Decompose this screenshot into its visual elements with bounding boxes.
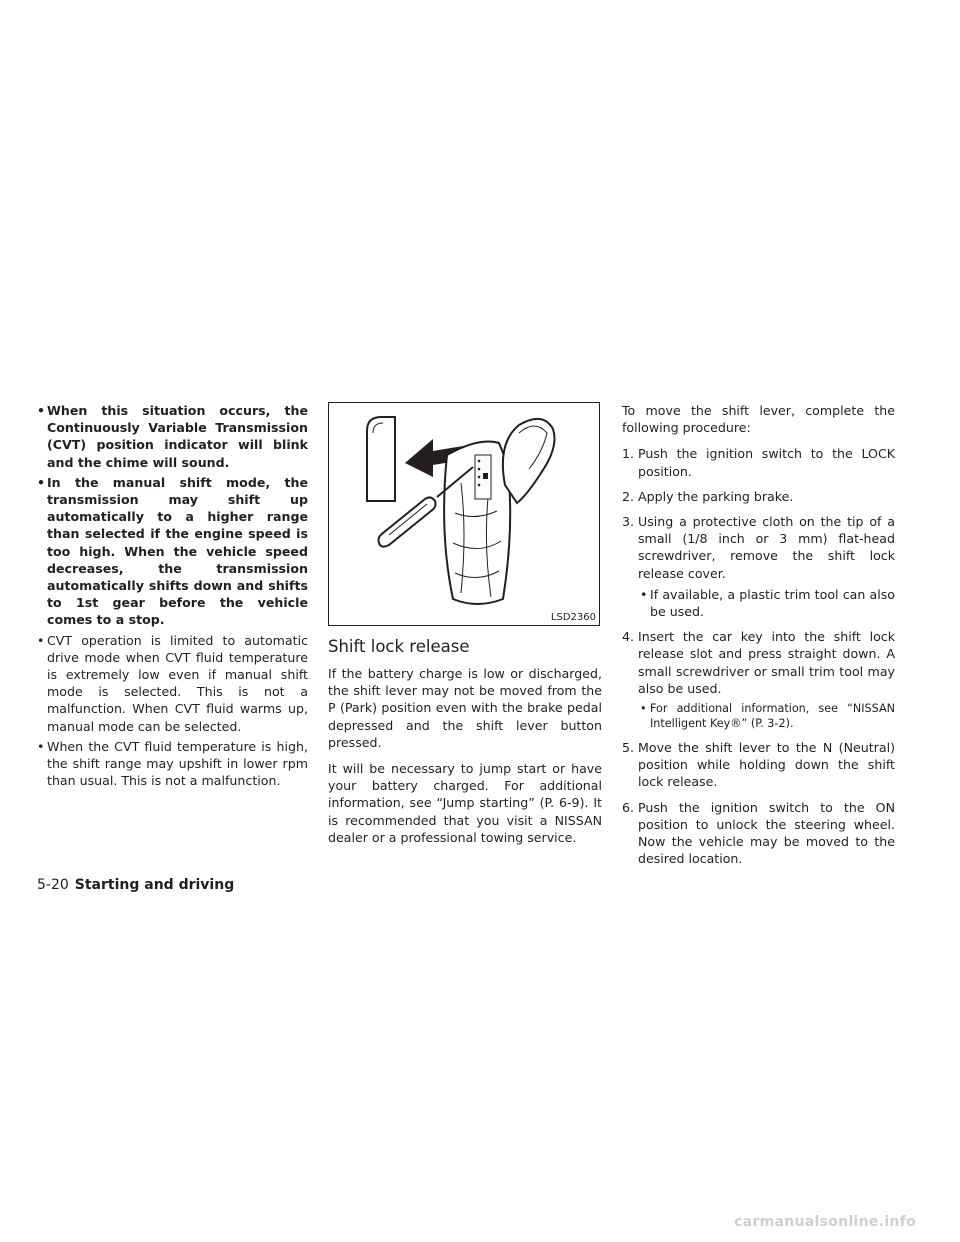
bullet-cvt-low-temp: • CVT operation is limited to automatic drive mode when CVT fluid temperature is extremely low even if manual shift mode is selected. This is not a malfunction. When CVT fluid warms up, manual mode can be selected. [37, 632, 308, 735]
bullet-cvt-high-temp: • When the CVT fluid temperature is high, the shift range may upshift in lower rpm than usual. This is not a malfunction. [37, 738, 308, 790]
left-column [37, 402, 308, 792]
bullet-cvt-indicator: • When this situation occurs, the Continuously Variable Transmission (CVT) position indicator will blink and the chime will sound. [37, 402, 308, 471]
section-title: Starting and driving [74, 877, 235, 893]
bullet-manual-shift-mode: • In the manual shift mode, the transmission may shift up automatically to a higher range than selected if the engine speed is too high. When the vehicle speed decreases, the transmission automatically shifts down and shifts to 1st gear before the vehicle comes to a stop. [37, 474, 308, 629]
page-footer [37, 876, 234, 894]
page-number: 5-20 [37, 877, 69, 893]
figure-label: LSD2360 [550, 612, 596, 623]
step-4-note: • For additional information, see “NISSAN Intelligent Key®” (P. 3-2). [622, 701, 895, 731]
screwdriver-handle [379, 497, 436, 546]
watermark: carmanualsonline.info [734, 1214, 916, 1230]
procedure-intro: To move the shift lever, complete the following procedure: [622, 403, 895, 436]
cover-part [367, 417, 395, 501]
paragraph-battery-low: If the battery charge is low or discharged, the shift lever may not be moved from the P (Park) position even with the brake pedal depressed and the shift lever button pressed. [328, 666, 602, 750]
step-1: 1. Push the ignition switch to the LOCK position. [622, 446, 895, 479]
paragraph-jump-start: It will be necessary to jump start or have your battery charged. For additional information, see “Jump starting” (P. 6-9). It is recommended that you visit a NISSAN dealer or a professional towing service. [328, 761, 602, 845]
right-column [622, 402, 895, 875]
shift-lever-illustration [329, 403, 599, 625]
step-5: 5. Move the shift lever to the N (Neutral) position while holding down the shift lock release. [622, 740, 895, 790]
shift-lock-figure [328, 402, 600, 626]
shift-knob [503, 419, 555, 503]
step-3-note: • If available, a plastic trim tool can also be used. [622, 586, 895, 620]
step-4: 4. Insert the car key into the shift lock release slot and press straight down. A small screwdriver or small trim tool may also be used. [622, 629, 895, 696]
middle-column [328, 402, 602, 855]
section-heading: Shift lock release [328, 637, 470, 656]
step-6: 6. Push the ignition switch to the ON position to unlock the steering wheel. Now the vehicle may be moved to the desired location. [622, 799, 895, 867]
step-3: 3. Using a protective cloth on the tip of a small (1/8 inch or 3 mm) flat-head screwdriver, remove the shift lock release cover. [622, 514, 895, 581]
step-2: 2. Apply the parking brake. [622, 488, 794, 504]
